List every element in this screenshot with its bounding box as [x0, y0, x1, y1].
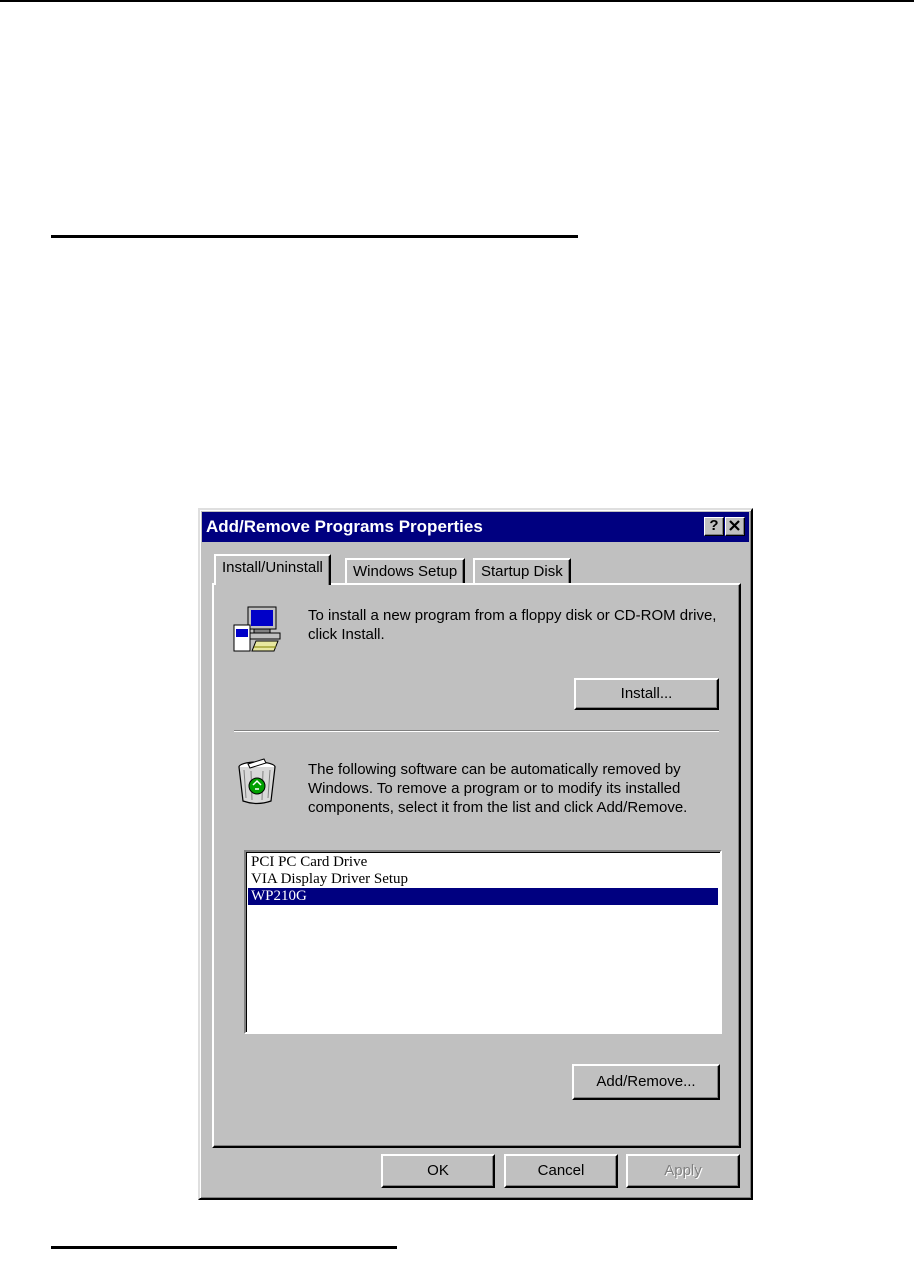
- apply-button-label: Apply: [664, 1162, 702, 1179]
- list-item[interactable]: PCI PC Card Drive: [251, 854, 368, 870]
- tab-windows-setup[interactable]: Windows Setup: [345, 558, 465, 585]
- section-divider: [234, 730, 719, 732]
- apply-button[interactable]: [626, 1154, 740, 1188]
- list-item-selected[interactable]: WP210G: [248, 888, 718, 905]
- install-uninstall-panel: [212, 583, 741, 1148]
- add-remove-button[interactable]: [572, 1064, 720, 1100]
- install-program-icon: [232, 603, 284, 655]
- tab-install-uninstall[interactable]: Install/Uninstall: [214, 554, 331, 585]
- add-remove-programs-dialog: [198, 508, 753, 1200]
- install-description: To install a new program from a floppy disk or CD-ROM drive, click Install.: [308, 607, 717, 643]
- ok-button[interactable]: [381, 1154, 495, 1188]
- ok-button-label: OK: [427, 1162, 449, 1179]
- close-icon: [726, 518, 744, 535]
- cancel-button-label: Cancel: [537, 1162, 585, 1179]
- install-button-label: Install...: [620, 685, 673, 702]
- section-rule: [51, 235, 578, 238]
- add-remove-button-label: Add/Remove...: [596, 1073, 696, 1090]
- section-rule: [51, 1246, 397, 1249]
- page-top-rule: [0, 0, 914, 2]
- dialog-title: Add/Remove Programs Properties: [206, 517, 483, 536]
- remove-description: The following software can be automatically removed by Windows. To remove a program or to modify its installed components, select it from the list and click Add/Remove.: [308, 761, 688, 816]
- cancel-button[interactable]: [504, 1154, 618, 1188]
- tab-startup-disk[interactable]: Startup Disk: [473, 558, 571, 585]
- list-item[interactable]: VIA Display Driver Setup: [251, 871, 409, 887]
- recycle-bin-icon: [234, 758, 280, 806]
- install-button[interactable]: [574, 678, 719, 710]
- installed-programs-list[interactable]: [244, 850, 722, 1034]
- dialog-titlebar[interactable]: [202, 512, 749, 542]
- close-button[interactable]: [725, 517, 745, 536]
- help-button[interactable]: ?: [704, 517, 724, 536]
